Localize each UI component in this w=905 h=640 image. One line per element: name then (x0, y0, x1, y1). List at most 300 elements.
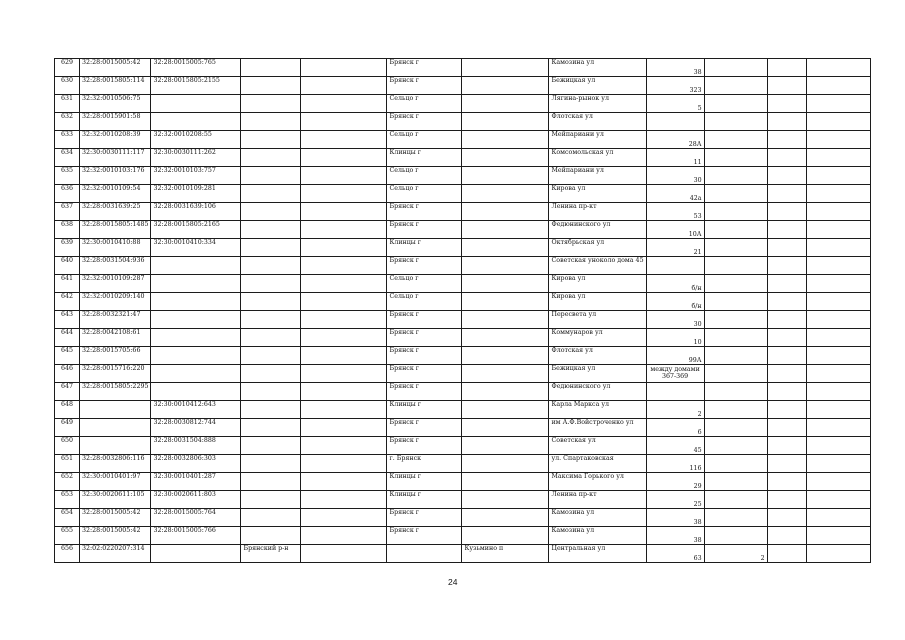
extra-value-cell (704, 401, 767, 419)
row-number-cell: 650 (55, 437, 80, 455)
district-cell (241, 455, 301, 473)
object-cadastral-number-cell: 32:28:0015005:764 (151, 509, 241, 527)
district-cell (241, 257, 301, 275)
row-number-cell: 652 (55, 473, 80, 491)
empty-column-a-cell (767, 59, 806, 77)
house-number-cell: 30 (646, 167, 704, 185)
empty-column-b-cell (806, 401, 870, 419)
city-cell: Брянск г (387, 383, 462, 401)
object-cadastral-number-cell (151, 545, 241, 563)
table-row (55, 149, 871, 167)
village-cell (462, 113, 549, 131)
cadastral-number-cell: 32:28:0015805:1485 (80, 221, 151, 239)
empty-column-b-cell (806, 221, 870, 239)
cadastral-number-cell: 32:32:0010109:54 (80, 185, 151, 203)
extra-value-cell (704, 131, 767, 149)
empty-column-b-cell (806, 185, 870, 203)
empty-column-b-cell (806, 545, 870, 563)
street-cell: Федюнинского ул (549, 383, 646, 401)
city-cell: Брянск г (387, 113, 462, 131)
district-cell (241, 347, 301, 365)
table-row (55, 527, 871, 545)
row-number-cell: 635 (55, 167, 80, 185)
district-cell (241, 329, 301, 347)
village-cell (462, 185, 549, 203)
empty-column-a-cell (767, 527, 806, 545)
row-number-cell: 644 (55, 329, 80, 347)
settlement-column-cell (301, 365, 387, 383)
object-cadastral-number-cell: 32:30:0020611:803 (151, 491, 241, 509)
empty-column-a-cell (767, 275, 806, 293)
district-cell (241, 167, 301, 185)
cadastral-number-cell: 32:30:0010401:97 (80, 473, 151, 491)
table-row (55, 329, 871, 347)
row-number-cell: 654 (55, 509, 80, 527)
village-cell (462, 167, 549, 185)
settlement-column-cell (301, 437, 387, 455)
cadastral-number-cell: 32:30:0020611:105 (80, 491, 151, 509)
extra-value-cell (704, 275, 767, 293)
empty-column-b-cell (806, 275, 870, 293)
district-cell (241, 77, 301, 95)
house-number-cell: 45 (646, 437, 704, 455)
house-number-cell: 5 (646, 95, 704, 113)
city-cell: Брянск г (387, 329, 462, 347)
empty-column-a-cell (767, 239, 806, 257)
cadastral-number-cell: 32:02:0220207:314 (80, 545, 151, 563)
cadastral-number-cell: 32:28:0015805:2295 (80, 383, 151, 401)
row-number-cell: 656 (55, 545, 80, 563)
extra-value-cell (704, 95, 767, 113)
object-cadastral-number-cell (151, 257, 241, 275)
district-cell (241, 203, 301, 221)
house-number-cell: 30 (646, 311, 704, 329)
street-cell: Ленина пр-кт (549, 491, 646, 509)
extra-value-cell: 2 (704, 545, 767, 563)
city-cell: Клинцы г (387, 149, 462, 167)
object-cadastral-number-cell: 32:30:0010410:334 (151, 239, 241, 257)
row-number-cell: 639 (55, 239, 80, 257)
street-cell: Коммунаров ул (549, 329, 646, 347)
village-cell (462, 59, 549, 77)
row-number-cell: 640 (55, 257, 80, 275)
house-number-cell: 38 (646, 527, 704, 545)
house-number-cell: 53 (646, 203, 704, 221)
village-cell (462, 527, 549, 545)
empty-column-b-cell (806, 473, 870, 491)
settlement-column-cell (301, 419, 387, 437)
village-cell (462, 455, 549, 473)
extra-value-cell (704, 293, 767, 311)
house-number-cell: 99А (646, 347, 704, 365)
object-cadastral-number-cell: 32:32:0010103:757 (151, 167, 241, 185)
empty-column-b-cell (806, 257, 870, 275)
table-row (55, 113, 871, 131)
village-cell (462, 293, 549, 311)
table-row (55, 509, 871, 527)
table-row (55, 437, 871, 455)
object-cadastral-number-cell: 32:28:0030812:744 (151, 419, 241, 437)
extra-value-cell (704, 473, 767, 491)
row-number-cell: 637 (55, 203, 80, 221)
empty-column-a-cell (767, 95, 806, 113)
row-number-cell: 653 (55, 491, 80, 509)
street-cell: ул. Спартаковская (549, 455, 646, 473)
district-cell (241, 437, 301, 455)
city-cell: Сельцо г (387, 185, 462, 203)
empty-column-b-cell (806, 113, 870, 131)
row-number-cell: 647 (55, 383, 80, 401)
settlement-column-cell (301, 59, 387, 77)
city-cell: Сельцо г (387, 167, 462, 185)
empty-column-b-cell (806, 77, 870, 95)
street-cell: Лягина-рынок ул (549, 95, 646, 113)
house-number-cell (646, 383, 704, 401)
village-cell (462, 329, 549, 347)
empty-column-a-cell (767, 131, 806, 149)
extra-value-cell (704, 257, 767, 275)
street-cell: Октябрьская ул (549, 239, 646, 257)
object-cadastral-number-cell (151, 329, 241, 347)
extra-value-cell (704, 185, 767, 203)
extra-value-cell (704, 203, 767, 221)
house-number-cell: 42а (646, 185, 704, 203)
cadastral-number-cell: 32:28:0042108:61 (80, 329, 151, 347)
street-cell: Бежицкая ул (549, 77, 646, 95)
street-cell: Камозина ул (549, 527, 646, 545)
street-cell: Ленина пр-кт (549, 203, 646, 221)
object-cadastral-number-cell (151, 383, 241, 401)
village-cell (462, 365, 549, 383)
settlement-column-cell (301, 239, 387, 257)
extra-value-cell (704, 239, 767, 257)
extra-value-cell (704, 149, 767, 167)
empty-column-b-cell (806, 95, 870, 113)
house-number-cell: 11 (646, 149, 704, 167)
extra-value-cell (704, 329, 767, 347)
city-cell: Сельцо г (387, 293, 462, 311)
extra-value-cell (704, 77, 767, 95)
empty-column-a-cell (767, 365, 806, 383)
settlement-column-cell (301, 491, 387, 509)
row-number-cell: 641 (55, 275, 80, 293)
row-number-cell: 632 (55, 113, 80, 131)
village-cell (462, 473, 549, 491)
row-number-cell: 629 (55, 59, 80, 77)
cadastral-number-cell: 32:28:0015901:58 (80, 113, 151, 131)
cadastral-number-cell: 32:28:0015005:42 (80, 527, 151, 545)
empty-column-b-cell (806, 131, 870, 149)
house-number-cell: 63 (646, 545, 704, 563)
extra-value-cell (704, 221, 767, 239)
village-cell (462, 221, 549, 239)
object-cadastral-number-cell: 32:28:0015805:2155 (151, 77, 241, 95)
extra-value-cell (704, 527, 767, 545)
street-cell: Кирова ул (549, 275, 646, 293)
village-cell (462, 509, 549, 527)
city-cell: Брянск г (387, 509, 462, 527)
district-cell (241, 509, 301, 527)
empty-column-a-cell (767, 185, 806, 203)
cadastral-number-cell: 32:28:0032321:47 (80, 311, 151, 329)
district-cell (241, 419, 301, 437)
settlement-column-cell (301, 257, 387, 275)
house-number-cell: б/н (646, 293, 704, 311)
city-cell: Клинцы г (387, 473, 462, 491)
settlement-column-cell (301, 167, 387, 185)
city-cell: Брянск г (387, 365, 462, 383)
house-number-cell: б/н (646, 275, 704, 293)
row-number-cell: 646 (55, 365, 80, 383)
settlement-column-cell (301, 383, 387, 401)
settlement-column-cell (301, 113, 387, 131)
settlement-column-cell (301, 545, 387, 563)
cadastral-number-cell: 32:32:0010109:287 (80, 275, 151, 293)
empty-column-b-cell (806, 203, 870, 221)
empty-column-b-cell (806, 527, 870, 545)
empty-column-a-cell (767, 113, 806, 131)
settlement-column-cell (301, 401, 387, 419)
register-table (54, 58, 871, 563)
village-cell (462, 77, 549, 95)
extra-value-cell (704, 491, 767, 509)
city-cell: Брянск г (387, 221, 462, 239)
cadastral-number-cell: 32:28:0031639:25 (80, 203, 151, 221)
cadastral-number-cell: 32:30:0010410:88 (80, 239, 151, 257)
street-cell: им А.Ф.Войстроченко ул (549, 419, 646, 437)
settlement-column-cell (301, 77, 387, 95)
empty-column-b-cell (806, 437, 870, 455)
district-cell (241, 221, 301, 239)
settlement-column-cell (301, 275, 387, 293)
city-cell: Брянск г (387, 203, 462, 221)
district-cell (241, 275, 301, 293)
district-cell (241, 401, 301, 419)
settlement-column-cell (301, 347, 387, 365)
row-number-cell: 643 (55, 311, 80, 329)
street-cell: Камозина ул (549, 59, 646, 77)
village-cell (462, 401, 549, 419)
empty-column-a-cell (767, 77, 806, 95)
table-row (55, 221, 871, 239)
settlement-column-cell (301, 95, 387, 113)
house-number-cell: 29 (646, 473, 704, 491)
row-number-cell: 648 (55, 401, 80, 419)
empty-column-b-cell (806, 347, 870, 365)
empty-column-a-cell (767, 167, 806, 185)
empty-column-a-cell (767, 329, 806, 347)
settlement-column-cell (301, 509, 387, 527)
register-rows (55, 59, 871, 563)
house-number-cell: между домами 367-369 (646, 365, 704, 383)
district-cell (241, 527, 301, 545)
object-cadastral-number-cell (151, 95, 241, 113)
object-cadastral-number-cell (151, 293, 241, 311)
settlement-column-cell (301, 329, 387, 347)
village-cell (462, 239, 549, 257)
extra-value-cell (704, 509, 767, 527)
cadastral-number-cell: 32:28:0015005:42 (80, 59, 151, 77)
district-cell (241, 293, 301, 311)
row-number-cell: 631 (55, 95, 80, 113)
settlement-column-cell (301, 455, 387, 473)
empty-column-a-cell (767, 203, 806, 221)
city-cell (387, 545, 462, 563)
empty-column-a-cell (767, 293, 806, 311)
street-cell: Флотская ул (549, 113, 646, 131)
extra-value-cell (704, 383, 767, 401)
cadastral-number-cell: 32:32:0010103:176 (80, 167, 151, 185)
street-cell: Федюнинского ул (549, 221, 646, 239)
street-cell: Советская уноколо дома 45 (549, 257, 646, 275)
city-cell: Брянск г (387, 311, 462, 329)
village-cell (462, 131, 549, 149)
house-number-cell: 2 (646, 401, 704, 419)
cadastral-number-cell: 32:28:0015005:42 (80, 509, 151, 527)
table-row (55, 473, 871, 491)
object-cadastral-number-cell: 32:28:0032806:303 (151, 455, 241, 473)
cadastral-number-cell: 32:28:0031504:936 (80, 257, 151, 275)
city-cell: Брянск г (387, 257, 462, 275)
object-cadastral-number-cell: 32:30:0030111:262 (151, 149, 241, 167)
settlement-column-cell (301, 527, 387, 545)
city-cell: Брянск г (387, 419, 462, 437)
extra-value-cell (704, 419, 767, 437)
street-cell: Пересвета ул (549, 311, 646, 329)
table-row (55, 185, 871, 203)
village-cell (462, 437, 549, 455)
object-cadastral-number-cell (151, 113, 241, 131)
table-row (55, 401, 871, 419)
district-cell (241, 131, 301, 149)
settlement-column-cell (301, 473, 387, 491)
extra-value-cell (704, 347, 767, 365)
table-row (55, 491, 871, 509)
table-row (55, 77, 871, 95)
house-number-cell: 38 (646, 59, 704, 77)
row-number-cell: 645 (55, 347, 80, 365)
house-number-cell (646, 257, 704, 275)
table-row (55, 311, 871, 329)
empty-column-a-cell (767, 509, 806, 527)
village-cell (462, 203, 549, 221)
object-cadastral-number-cell (151, 365, 241, 383)
settlement-column-cell (301, 293, 387, 311)
empty-column-a-cell (767, 221, 806, 239)
city-cell: Брянск г (387, 437, 462, 455)
cadastral-number-cell: 32:30:0030111:117 (80, 149, 151, 167)
settlement-column-cell (301, 185, 387, 203)
empty-column-b-cell (806, 311, 870, 329)
settlement-column-cell (301, 311, 387, 329)
table-row (55, 257, 871, 275)
district-cell (241, 239, 301, 257)
district-cell (241, 95, 301, 113)
row-number-cell: 633 (55, 131, 80, 149)
empty-column-a-cell (767, 257, 806, 275)
village-cell (462, 311, 549, 329)
empty-column-b-cell (806, 329, 870, 347)
street-cell: Бежицкая ул (549, 365, 646, 383)
object-cadastral-number-cell: 32:28:0015005:766 (151, 527, 241, 545)
district-cell (241, 491, 301, 509)
cadastral-number-cell (80, 419, 151, 437)
empty-column-a-cell (767, 311, 806, 329)
extra-value-cell (704, 59, 767, 77)
empty-column-b-cell (806, 239, 870, 257)
settlement-column-cell (301, 149, 387, 167)
empty-column-b-cell (806, 167, 870, 185)
house-number-cell: 10 (646, 329, 704, 347)
empty-column-a-cell (767, 419, 806, 437)
table-row (55, 545, 871, 563)
table-row (55, 419, 871, 437)
city-cell: Клинцы г (387, 401, 462, 419)
district-cell (241, 365, 301, 383)
street-cell: Мейпариани ул (549, 167, 646, 185)
row-number-cell: 651 (55, 455, 80, 473)
extra-value-cell (704, 437, 767, 455)
city-cell: Клинцы г (387, 491, 462, 509)
object-cadastral-number-cell: 32:30:0010401:287 (151, 473, 241, 491)
extra-value-cell (704, 365, 767, 383)
district-cell (241, 311, 301, 329)
house-number-cell: 28А (646, 131, 704, 149)
row-number-cell: 642 (55, 293, 80, 311)
cadastral-number-cell: 32:28:0015716:220 (80, 365, 151, 383)
table-row (55, 275, 871, 293)
district-cell (241, 185, 301, 203)
object-cadastral-number-cell: 32:30:0010412:643 (151, 401, 241, 419)
object-cadastral-number-cell (151, 311, 241, 329)
empty-column-a-cell (767, 473, 806, 491)
settlement-column-cell (301, 203, 387, 221)
district-cell: Брянский р-н (241, 545, 301, 563)
empty-column-b-cell (806, 455, 870, 473)
district-cell (241, 473, 301, 491)
house-number-cell (646, 113, 704, 131)
village-cell (462, 149, 549, 167)
settlement-column-cell (301, 131, 387, 149)
house-number-cell: 21 (646, 239, 704, 257)
table-row (55, 239, 871, 257)
page-number: 24 (448, 577, 458, 587)
street-cell: Флотская ул (549, 347, 646, 365)
cadastral-number-cell: 32:32:0010208:39 (80, 131, 151, 149)
empty-column-a-cell (767, 383, 806, 401)
cadastral-number-cell: 32:28:0015805:114 (80, 77, 151, 95)
city-cell: Клинцы г (387, 239, 462, 257)
cadastral-number-cell: 32:32:0010209:140 (80, 293, 151, 311)
table-row (55, 95, 871, 113)
table-row (55, 365, 871, 383)
table-row (55, 383, 871, 401)
street-cell: Камозина ул (549, 509, 646, 527)
empty-column-b-cell (806, 293, 870, 311)
settlement-column-cell (301, 221, 387, 239)
object-cadastral-number-cell: 32:28:0031639:106 (151, 203, 241, 221)
table-row (55, 347, 871, 365)
empty-column-b-cell (806, 419, 870, 437)
empty-column-b-cell (806, 149, 870, 167)
city-cell: Сельцо г (387, 275, 462, 293)
district-cell (241, 383, 301, 401)
extra-value-cell (704, 311, 767, 329)
street-cell: Центральная ул (549, 545, 646, 563)
city-cell: Брянск г (387, 347, 462, 365)
empty-column-a-cell (767, 545, 806, 563)
house-number-cell: 6 (646, 419, 704, 437)
